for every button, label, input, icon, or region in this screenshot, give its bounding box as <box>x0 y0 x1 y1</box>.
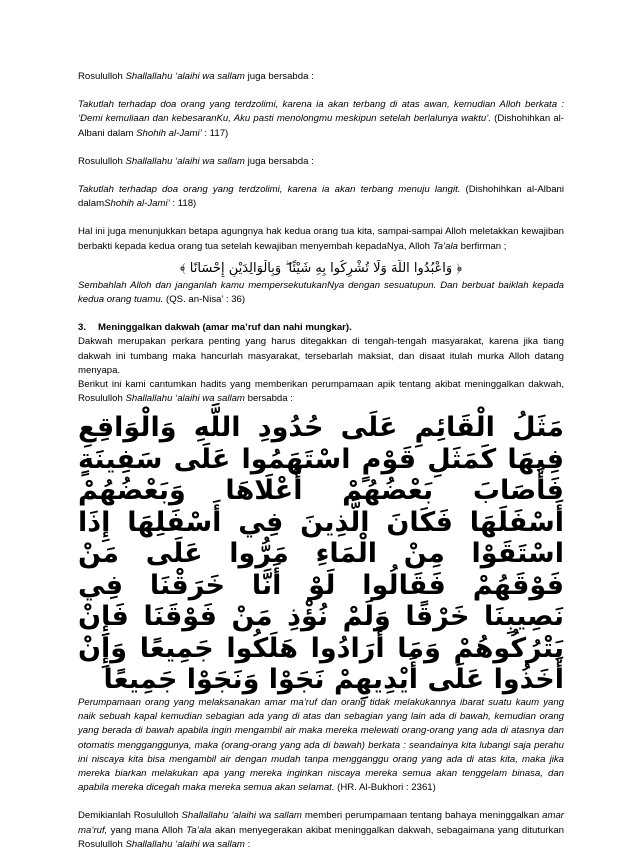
paragraph-conclusion: Demikianlah Rosululloh Shallallahu ‘alaihi wa sallam memberi perumpamaan tentang bahaya meninggalkan amar ma’ruf, yang mana Alloh Ta’ala akan menyegerakan akibat meninggalkan dakwah, sebagaimana yang dituturkan Rosululloh Shallallahu ‘alaihi wa sallam : <box>78 810 564 850</box>
book-title: Shohih al-Jami’ <box>104 198 170 210</box>
hadith-arabic: مَثَلُ الْقَائِمِ عَلَى حُدُودِ اللَّهِ وَالْوَاقِعِ فِيهَا كَمَثَلِ قَوْمٍ اسْتَهَمُوا عَلَى سَفِينَةٍ فَأَصَابَ بَعْضُهُمْ أَعْلَاهَا وَبَعْضُهُمْ أَسْفَلَهَا فَكَانَ الَّذِينَ فِي أَسْفَلِهَا إِذَا اسْتَقَوْا مِنْ الْمَاءِ مَرُّوا عَلَى مَنْ فَوْقَهُمْ فَقَالُوا لَوْ أَنَّا خَرَقْنَا فِي نَصِيبِنَا خَرْقًا وَلَمْ نُؤْذِ مَنْ فَوْقَنَا فَإِنْ يَتْرُكُوهُمْ وَمَا أَرَادُوا هَلَكُوا جَمِيعًا وَإِنْ أَخَذُوا عَلَى أَيْدِيهِمْ نَجَوْا وَنَجَوْا جَمِيعًا <box>78 412 564 696</box>
section-heading: 3. Meninggalkan dakwah (amar ma’ruf dan nahi mungkar). <box>78 322 352 334</box>
paragraph-intro-1: Rosululloh Shallallahu ‘alaihi wa sallam juga bersabda : <box>78 71 314 82</box>
book-title: Shohih al-Jami’ <box>136 127 202 139</box>
honorific: Shallallahu ‘alaihi wa sallam <box>125 71 245 82</box>
document-page <box>78 70 564 852</box>
paragraph-parents: Hal ini juga menunjukkan betapa agungnya hak kedua orang tua kita, sampai-sampai Alloh meletakkan kewajiban berbakti kepada kedua orang tua setelah kewajiban menyembah kepadaNya, Alloh Ta’ala berfirman ; <box>78 226 564 252</box>
honorific: Shallallahu ‘alaihi wa sallam <box>125 155 245 167</box>
honorific: Shallallahu ‘alaihi wa sallam <box>125 393 245 405</box>
paragraph-dakwah: Dakwah merupakan perkara penting yang harus ditegakkan di tengah-tengah masyarakat, karena jika tiang dakwah ini tumbang maka hancurlah masyarakat, tersebarlah maksiat, dan disaat itulah murka Alloh datang menyapa. <box>78 336 564 376</box>
quran-verse-arabic: ﴿ وَاعْبُدُوا اللَّهَ وَلَا تُشْرِكُوا بِهِ شَيْئًا ۖ وَبِالْوَالِدَيْنِ إِحْسَانًا ﴾ <box>179 260 463 276</box>
paragraph-hadith-intro: Berikut ini kami cantumkan hadits yang memberikan perumpamaan apik tentang akibat meninggalkan dakwah, Rosululloh Shallallahu ‘alaihi wa sallam bersabda : <box>78 379 564 405</box>
hadith-translation-3: Perumpamaan orang yang melaksanakan amar ma’ruf dan orang tidak melakukannya ibarat suatu kaum yang naik sebuah kapal kemudian sebagian ada yang di atas dan sebagian yang lain ada di bawah, kemudian orang yang berada di bawah apabila ingin mengambil air maka mereka melewati orang-orang yang ada di atasnya dan otomatis mengganggunya, maka (orang-orang yang ada di bawah) berkata : seandainya kita lubangi saja perahu ini niscaya kita bisa mengambil air dengan mudah tanpa mengganggu orang yang ada di atas kita, maka jika mereka biarkan melakukan apa yang mereka inginkan niscaya mereka semua akan tenggelam binasa, dan apabila mereka dicegah maka mereka semua akan selamat. (HR. Al-Bukhori : 2361) <box>78 696 564 794</box>
hadith-translation-1: Takutlah terhadap doa orang yang terdzolimi, karena ia akan terbang di atas awan, kemudian Alloh berkata : ‘Demi kemuliaan dan kebesaranKu, Aku pasti menolongmu meskipun setelah berlalunya waktu’. (Dishohihkan al-Albani dalam Shohih al-Jami’ : 117) <box>78 99 564 139</box>
honorific: Shallallahu ‘alaihi wa sallam <box>181 810 302 822</box>
paragraph-intro-2: Rosululloh Shallallahu ‘alaihi wa sallam juga bersabda : <box>78 155 314 167</box>
hadith-translation-2: Takutlah terhadap doa orang yang terdzolimi, karena ia akan terbang menuju langit. (Dishohihkan al-Albani dalamShohih al-Jami’ : 118) <box>78 184 564 210</box>
honorific: Shallallahu ‘alaihi wa sallam <box>125 838 245 850</box>
quran-verse-translation: Sembahlah Alloh dan janganlah kamu mempersekutukanNya dengan sesuatupun. Dan berbuat baiklah kepada kedua orang tuamu. (QS. an-Nisa’ : 36) <box>78 279 564 306</box>
